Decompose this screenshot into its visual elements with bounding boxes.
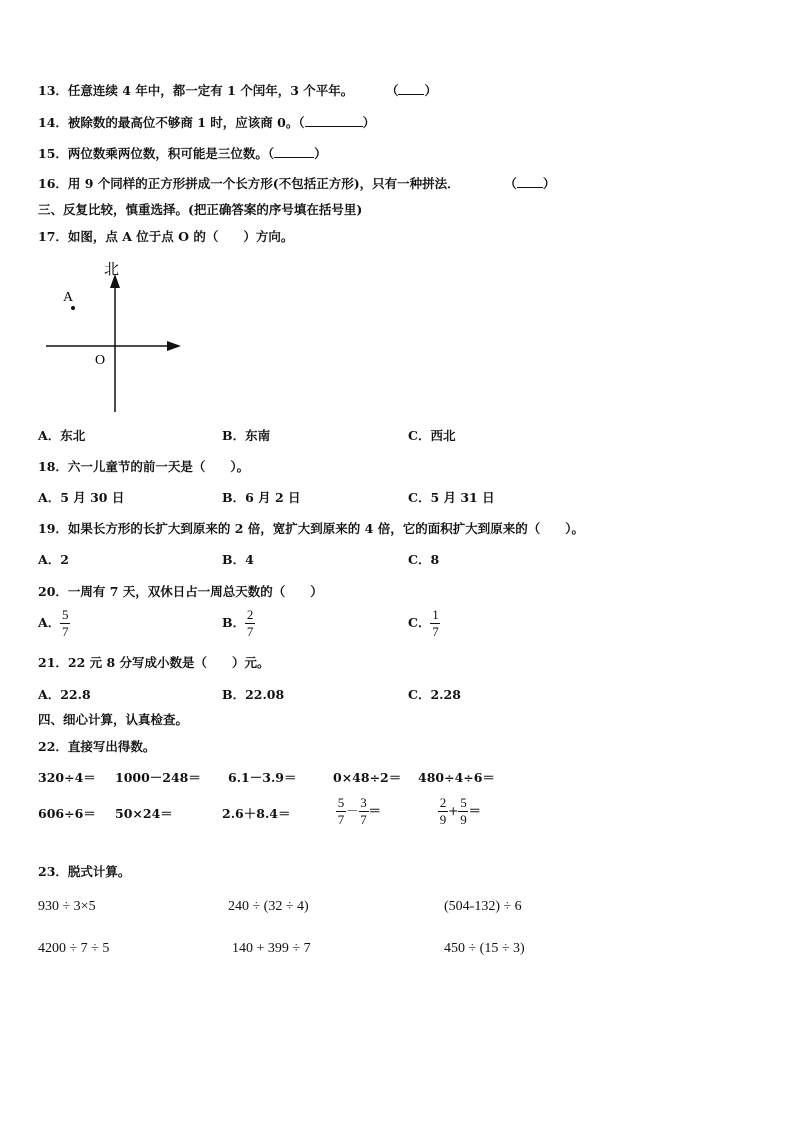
mental-calc-item: 480÷4÷6＝ (418, 770, 495, 785)
question-14-text: 14．被除数的最高位不够商 1 时，应该商 0。（ (38, 115, 305, 130)
q21-option-a[interactable]: A．22.8 (38, 687, 91, 702)
step-calc-expression: (504-132) ÷ 6 (444, 899, 522, 914)
question-22-text: 22．直接写出得数。 (38, 739, 156, 754)
fraction-calc-item: $\frac{5}{7}$ － $\frac{3}{7}$ ＝ (337, 795, 382, 827)
q17-option-b[interactable]: B．东南 (222, 428, 271, 443)
q18-option-b[interactable]: B．6 月 2 日 (222, 490, 301, 505)
question-15-text: 15．两位数乘两位数，积可能是三位数。（ (38, 146, 275, 161)
question-13-text: 13．任意连续 4 年中，都一定有 1 个闰年，3 个平年。 (38, 83, 354, 98)
origin-label: O (95, 353, 106, 368)
question-23-text: 23．脱式计算。 (38, 864, 131, 879)
answer-blank[interactable] (274, 146, 314, 158)
question-16: 16．用 9 个同样的正方形拼成一个长方形(不包括正方形)，只有一种拼法． （ ） (38, 176, 556, 191)
mental-calc-item: 1000－248＝ (115, 770, 201, 785)
fraction: $\frac{1}{7}$ (432, 607, 439, 639)
fraction: $\frac{2}{7}$ (246, 607, 254, 639)
step-calc-expression: 240 ÷ (32 ÷ 4) (228, 899, 309, 914)
question-21-text: 21．22 元 8 分写成小数是（ ）元。 (38, 655, 270, 670)
mental-calc-item: 6.1－3.9＝ (228, 770, 297, 785)
fraction: $\frac{5}{7}$ (61, 607, 69, 639)
mental-calc-item: 2.6＋8.4＝ (222, 806, 291, 821)
point-a-dot (71, 306, 75, 310)
question-18-text: 18．六一儿童节的前一天是（ ）。 (38, 459, 250, 474)
mental-calc-item: 606÷6＝ (38, 806, 96, 821)
question-15: 15．两位数乘两位数，积可能是三位数。（ ） (38, 146, 327, 161)
q19-option-c[interactable]: C．8 (408, 552, 440, 567)
question-19-text: 19．如果长方形的长扩大到原来的 2 倍，宽扩大到原来的 4 倍，它的面积扩大到原来的（ ）。 (38, 521, 584, 536)
question-13: 13．任意连续 4 年中，都一定有 1 个闰年，3 个平年。 （ ） (38, 83, 437, 98)
q18-option-a[interactable]: A．5 月 30 日 (38, 490, 125, 505)
question-20-text: 20．一周有 7 天，双休日占一周总天数的（ ） (38, 584, 323, 599)
step-calc-expression: 450 ÷ (15 ÷ 3) (444, 941, 525, 956)
east-arrowhead (167, 341, 181, 351)
answer-blank[interactable] (398, 83, 424, 95)
q21-option-c[interactable]: C．2.28 (408, 687, 461, 702)
q18-option-c[interactable]: C．5 月 31 日 (408, 490, 495, 505)
answer-blank[interactable] (305, 115, 363, 127)
step-calc-expression: 930 ÷ 3×5 (38, 899, 96, 914)
direction-diagram (38, 254, 198, 419)
step-calc-expression: 140 + 399 ÷ 7 (232, 941, 311, 956)
section-4-heading: 四、细心计算，认真检查。 (38, 712, 189, 727)
point-a-label: A (63, 290, 74, 305)
question-17-text: 17．如图，点 A 位于点 O 的（ ）方向。 (38, 229, 294, 244)
q20-option-b[interactable]: B． $\frac{2}{7}$ (222, 607, 254, 639)
mental-calc-item: 320÷4＝ (38, 770, 96, 785)
q17-option-a[interactable]: A．东北 (38, 428, 86, 443)
answer-blank[interactable] (517, 176, 543, 188)
q20-option-a[interactable]: A． $\frac{5}{7}$ (38, 607, 69, 639)
q21-option-b[interactable]: B．22.08 (222, 687, 285, 702)
q19-option-b[interactable]: B．4 (222, 552, 254, 567)
step-calc-expression: 4200 ÷ 7 ÷ 5 (38, 941, 110, 956)
north-label: 北 (104, 260, 120, 278)
fraction-calc-item: $\frac{2}{9}$ + $\frac{5}{9}$ ＝ (439, 795, 481, 827)
q19-option-a[interactable]: A．2 (38, 552, 69, 567)
q17-option-c[interactable]: C．西北 (408, 428, 456, 443)
section-3-heading: 三、反复比较，慎重选择。(把正确答案的序号填在括号里) (38, 202, 363, 217)
question-16-text: 16．用 9 个同样的正方形拼成一个长方形(不包括正方形)，只有一种拼法． (38, 176, 460, 191)
q20-option-c[interactable]: C． $\frac{1}{7}$ (408, 607, 439, 639)
mental-calc-item: 0×48÷2＝ (333, 770, 402, 785)
question-14: 14．被除数的最高位不够商 1 时，应该商 0。（ ） (38, 115, 376, 130)
mental-calc-item: 50×24＝ (115, 806, 173, 821)
